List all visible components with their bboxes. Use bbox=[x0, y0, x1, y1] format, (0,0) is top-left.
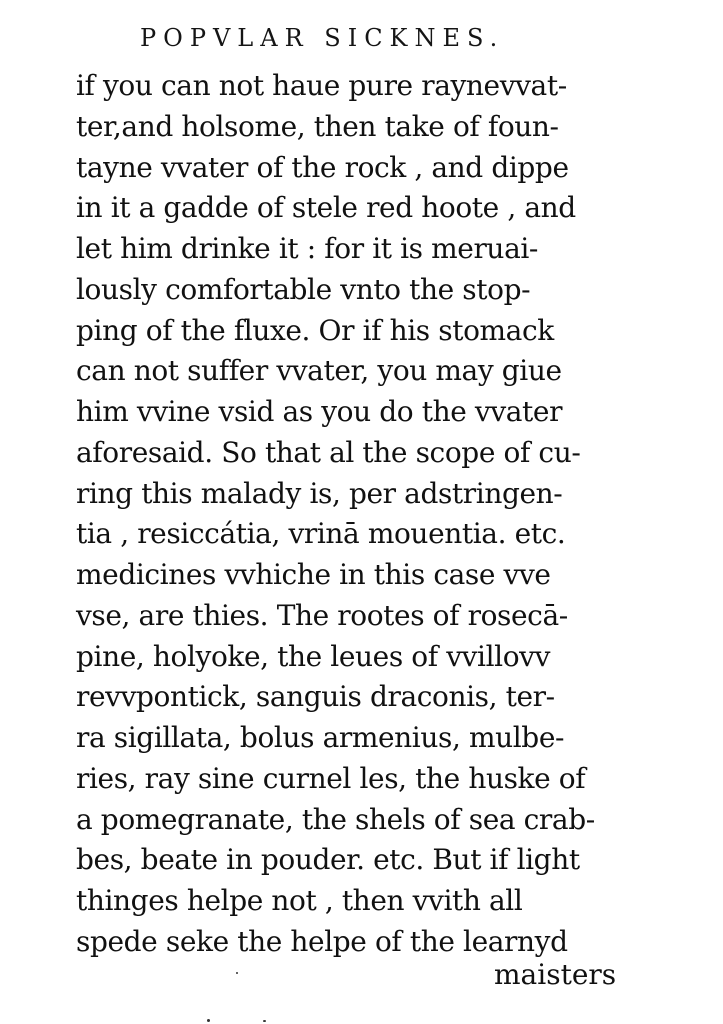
text-line: vse, are thies. The rootes of rosecā- bbox=[76, 598, 568, 632]
body-text bbox=[76, 66, 636, 963]
text-line: ra sigillata, bolus armenius, mulbe- bbox=[76, 721, 565, 754]
running-head: POPVLAR SICKNES. bbox=[140, 24, 505, 52]
text-line: can not suffer vvater, you may giue bbox=[76, 354, 562, 388]
text-line: thinges helpe not , then vvith all bbox=[76, 884, 523, 917]
ink-speck bbox=[207, 1019, 210, 1022]
text-line: him vvine vsid as you do the vvater bbox=[76, 395, 563, 428]
text-line: a pomegranate, the shels of sea crab- bbox=[76, 802, 595, 836]
text-line: in it a gadde of stele red hoote , and bbox=[76, 191, 576, 225]
text-line: if you can not haue pure raynevvat- bbox=[76, 69, 567, 102]
text-line: bes, beate in pouder. etc. But if light bbox=[76, 843, 580, 877]
text-line: ter,and holsome, then take of foun- bbox=[76, 109, 559, 143]
text-line: aforesaid. So that al the scope of cu- bbox=[76, 435, 581, 469]
text-line: ries, ray sine curnel les, the huske of bbox=[76, 761, 586, 795]
text-line: tia , resiccátia, vrinā mouentia. etc. bbox=[76, 517, 566, 551]
text-line: ping of the fluxe. Or if his stomack bbox=[76, 313, 554, 347]
text-line: revvpontick, sanguis draconis, ter- bbox=[76, 680, 555, 714]
text-line: ring this malady is, per adstringen- bbox=[76, 476, 563, 510]
text-line: lously comfortable vnto the stop- bbox=[76, 272, 531, 306]
catchword: maisters bbox=[494, 958, 617, 991]
text-line: let him drinke it : for it is meruai- bbox=[76, 232, 538, 265]
text-line: pine, holyoke, the leues of vvillovv bbox=[76, 639, 551, 673]
text-line: spede seke the helpe of the learnyd bbox=[76, 924, 568, 958]
ink-speck bbox=[236, 972, 238, 974]
text-line: tayne vvater of the rock , and dippe bbox=[76, 150, 569, 184]
ink-speck bbox=[263, 1020, 266, 1022]
text-line: medicines vvhiche in this case vve bbox=[76, 558, 551, 591]
